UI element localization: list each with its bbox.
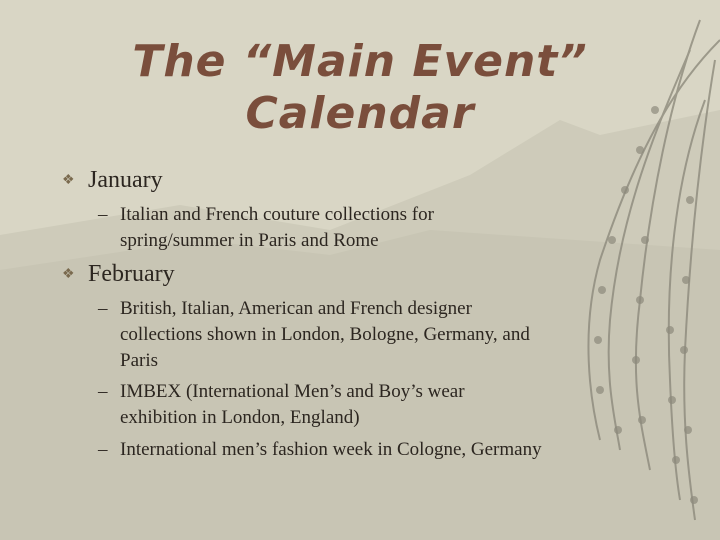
sub-item-line: International men’s fashion week in Cologne, Germany: [120, 439, 542, 460]
list-item-january: [62, 167, 163, 194]
title-line-2: Calendar: [245, 88, 475, 139]
sub-item-line: collections shown in London, Bologne, Germany, and: [120, 324, 530, 345]
dash-bullet: –: [98, 439, 108, 460]
sub-item-line: Paris: [120, 350, 158, 371]
sub-item-cologne: [98, 437, 542, 463]
dash-bullet: –: [98, 204, 108, 225]
sub-item-couture: [98, 202, 434, 254]
sub-item-line: British, Italian, American and French designer: [120, 298, 472, 319]
dash-bullet: –: [98, 298, 108, 319]
diamond-bullet-icon: ❖: [62, 267, 75, 282]
list-item-label: February: [88, 261, 175, 287]
list-item-label: January: [88, 167, 163, 193]
sub-item-line: exhibition in London, England): [120, 407, 360, 428]
sub-item-designer-collections: [98, 296, 530, 374]
dash-bullet: –: [98, 381, 108, 402]
slide-title: [0, 36, 720, 140]
list-item-february: [62, 261, 175, 288]
sub-item-line: Italian and French couture collections for: [120, 204, 434, 225]
title-line-1: The “Main Event”: [132, 36, 588, 87]
sub-item-line: spring/summer in Paris and Rome: [120, 230, 379, 251]
sub-item-line: IMBEX (International Men’s and Boy’s wear: [120, 381, 465, 402]
diamond-bullet-icon: ❖: [62, 173, 75, 188]
sub-item-imbex: [98, 379, 465, 431]
